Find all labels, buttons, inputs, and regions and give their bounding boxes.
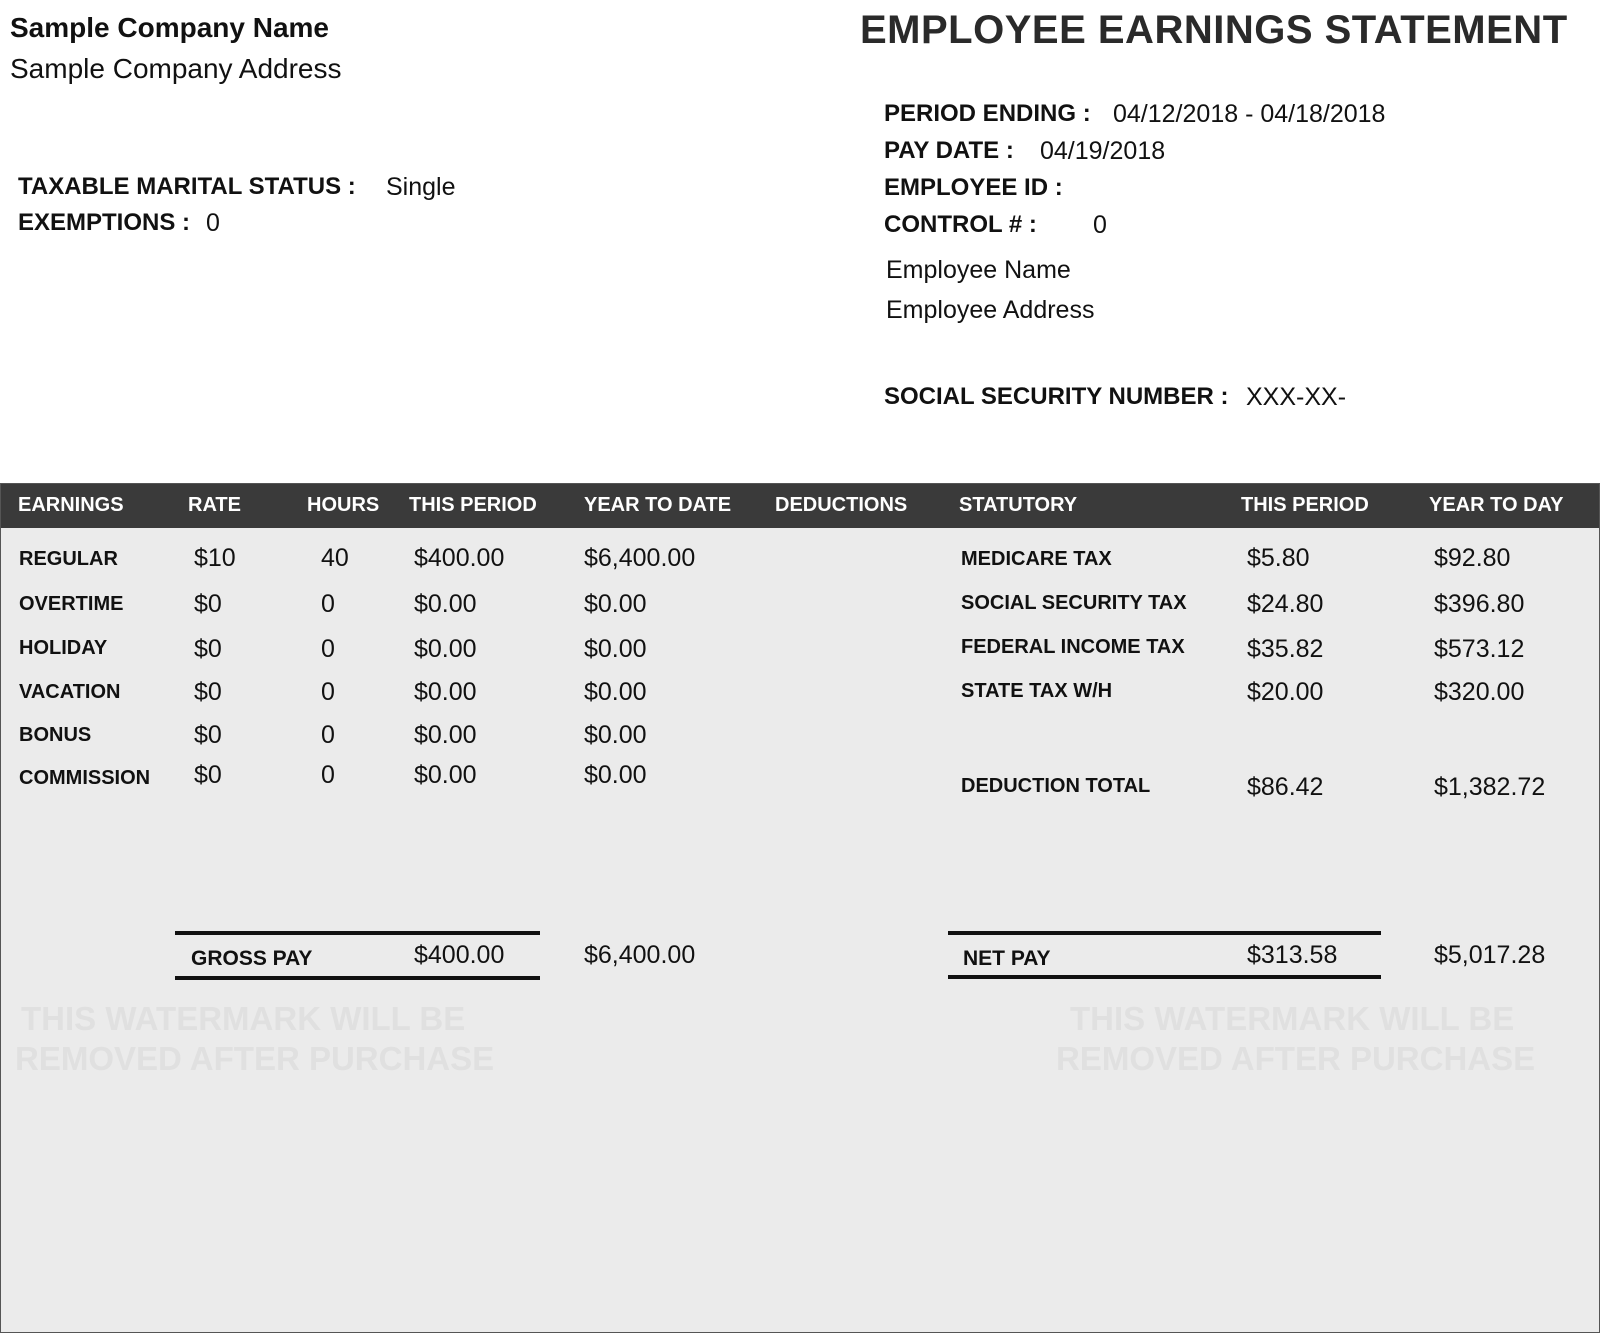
statutory-this-period: $35.82 bbox=[1247, 635, 1324, 663]
document-title: EMPLOYEE EARNINGS STATEMENT bbox=[860, 8, 1568, 52]
statutory-this-period: $20.00 bbox=[1247, 678, 1324, 706]
table-header bbox=[1, 484, 1599, 528]
deduction-total-this-period: $86.42 bbox=[1247, 773, 1324, 801]
marital-status-label: TAXABLE MARITAL STATUS : bbox=[18, 173, 356, 200]
period-ending-label: PERIOD ENDING : bbox=[884, 100, 1091, 127]
net-pay-top-rule bbox=[948, 931, 1381, 935]
exemptions-value: 0 bbox=[206, 209, 220, 237]
statutory-ytd: $320.00 bbox=[1434, 678, 1525, 706]
statutory-name: MEDICARE TAX bbox=[961, 548, 1112, 570]
net-pay-ytd: $5,017.28 bbox=[1434, 941, 1546, 969]
employee-name: Employee Name bbox=[886, 256, 1071, 284]
employee-address: Employee Address bbox=[886, 296, 1095, 324]
earning-name: VACATION bbox=[19, 681, 121, 703]
earning-name: OVERTIME bbox=[19, 593, 124, 615]
earning-name: COMMISSION bbox=[19, 767, 151, 789]
statutory-name: SOCIAL SECURITY TAX bbox=[961, 592, 1187, 614]
earning-ytd: $0.00 bbox=[584, 590, 647, 618]
watermark-left-line1: THIS WATERMARK WILL BE bbox=[21, 1000, 466, 1037]
earning-hours: 0 bbox=[321, 635, 335, 663]
header-rate: RATE bbox=[188, 494, 241, 516]
earning-this-period: $0.00 bbox=[414, 761, 477, 789]
earning-this-period: $0.00 bbox=[414, 678, 477, 706]
statutory-this-period: $24.80 bbox=[1247, 590, 1324, 618]
net-pay-label: NET PAY bbox=[963, 947, 1051, 970]
earning-this-period: $400.00 bbox=[414, 544, 505, 572]
statutory-name: FEDERAL INCOME TAX bbox=[961, 636, 1185, 658]
header-hours: HOURS bbox=[307, 494, 380, 516]
earning-ytd: $6,400.00 bbox=[584, 544, 696, 572]
ssn-value: XXX-XX- bbox=[1246, 383, 1347, 411]
watermark-left-line2: REMOVED AFTER PURCHASE bbox=[15, 1040, 495, 1077]
pay-date-label: PAY DATE : bbox=[884, 137, 1014, 164]
employee-id-label: EMPLOYEE ID : bbox=[884, 174, 1063, 201]
deduction-total-label: DEDUCTION TOTAL bbox=[961, 775, 1151, 797]
control-number-label: CONTROL # : bbox=[884, 211, 1037, 238]
earning-rate: $10 bbox=[194, 544, 236, 572]
header-year-to-date: YEAR TO DATE bbox=[584, 494, 732, 516]
earning-hours: 40 bbox=[321, 544, 349, 572]
net-pay-bottom-rule bbox=[948, 975, 1381, 979]
earning-name: REGULAR bbox=[19, 548, 118, 570]
pay-date-value: 04/19/2018 bbox=[1040, 137, 1166, 165]
exemptions-label: EXEMPTIONS : bbox=[18, 209, 191, 236]
header-this-period: THIS PERIOD bbox=[409, 494, 537, 516]
gross-pay-label: GROSS PAY bbox=[191, 947, 313, 970]
header-earnings: EARNINGS bbox=[18, 494, 124, 516]
deduction-total-ytd: $1,382.72 bbox=[1434, 773, 1546, 801]
earning-hours: 0 bbox=[321, 761, 335, 789]
earning-this-period: $0.00 bbox=[414, 721, 477, 749]
earning-name: BONUS bbox=[19, 724, 92, 746]
control-number-value: 0 bbox=[1093, 211, 1107, 239]
watermark-right bbox=[1056, 999, 1535, 1079]
earning-hours: 0 bbox=[321, 721, 335, 749]
earning-hours: 0 bbox=[321, 678, 335, 706]
earning-rate: $0 bbox=[194, 721, 222, 749]
earning-rate: $0 bbox=[194, 761, 222, 789]
earning-this-period: $0.00 bbox=[414, 635, 477, 663]
watermark-left bbox=[15, 999, 494, 1079]
statutory-ytd: $396.80 bbox=[1434, 590, 1525, 618]
earning-this-period: $0.00 bbox=[414, 590, 477, 618]
earning-rate: $0 bbox=[194, 590, 222, 618]
earning-name: HOLIDAY bbox=[19, 637, 108, 659]
gross-pay-bottom-rule bbox=[175, 976, 540, 980]
watermark-right-line1: THIS WATERMARK WILL BE bbox=[1070, 1000, 1515, 1037]
statutory-name: STATE TAX W/H bbox=[961, 680, 1113, 702]
company-address: Sample Company Address bbox=[10, 53, 342, 84]
period-ending-value: 04/12/2018 - 04/18/2018 bbox=[1113, 100, 1386, 128]
earning-hours: 0 bbox=[321, 590, 335, 618]
gross-pay-this-period: $400.00 bbox=[414, 941, 505, 969]
statutory-ytd: $573.12 bbox=[1434, 635, 1525, 663]
header-statutory: STATUTORY bbox=[959, 494, 1078, 516]
watermark-right-line2: REMOVED AFTER PURCHASE bbox=[1056, 1040, 1536, 1077]
statutory-ytd: $92.80 bbox=[1434, 544, 1511, 572]
company-name: Sample Company Name bbox=[10, 12, 329, 43]
header-deductions: DEDUCTIONS bbox=[775, 494, 908, 516]
earning-rate: $0 bbox=[194, 635, 222, 663]
earnings-table bbox=[0, 483, 1600, 1333]
gross-pay-ytd: $6,400.00 bbox=[584, 941, 696, 969]
header-year-to-day: YEAR TO DAY bbox=[1429, 494, 1564, 516]
statutory-this-period: $5.80 bbox=[1247, 544, 1310, 572]
header-stat-this-period: THIS PERIOD bbox=[1241, 494, 1369, 516]
ssn-label: SOCIAL SECURITY NUMBER : bbox=[884, 383, 1229, 410]
earning-ytd: $0.00 bbox=[584, 635, 647, 663]
earning-rate: $0 bbox=[194, 678, 222, 706]
marital-status-value: Single bbox=[386, 173, 456, 201]
net-pay-this-period: $313.58 bbox=[1247, 941, 1338, 969]
earning-ytd: $0.00 bbox=[584, 721, 647, 749]
earning-ytd: $0.00 bbox=[584, 761, 647, 789]
gross-pay-top-rule bbox=[175, 931, 540, 935]
earning-ytd: $0.00 bbox=[584, 678, 647, 706]
